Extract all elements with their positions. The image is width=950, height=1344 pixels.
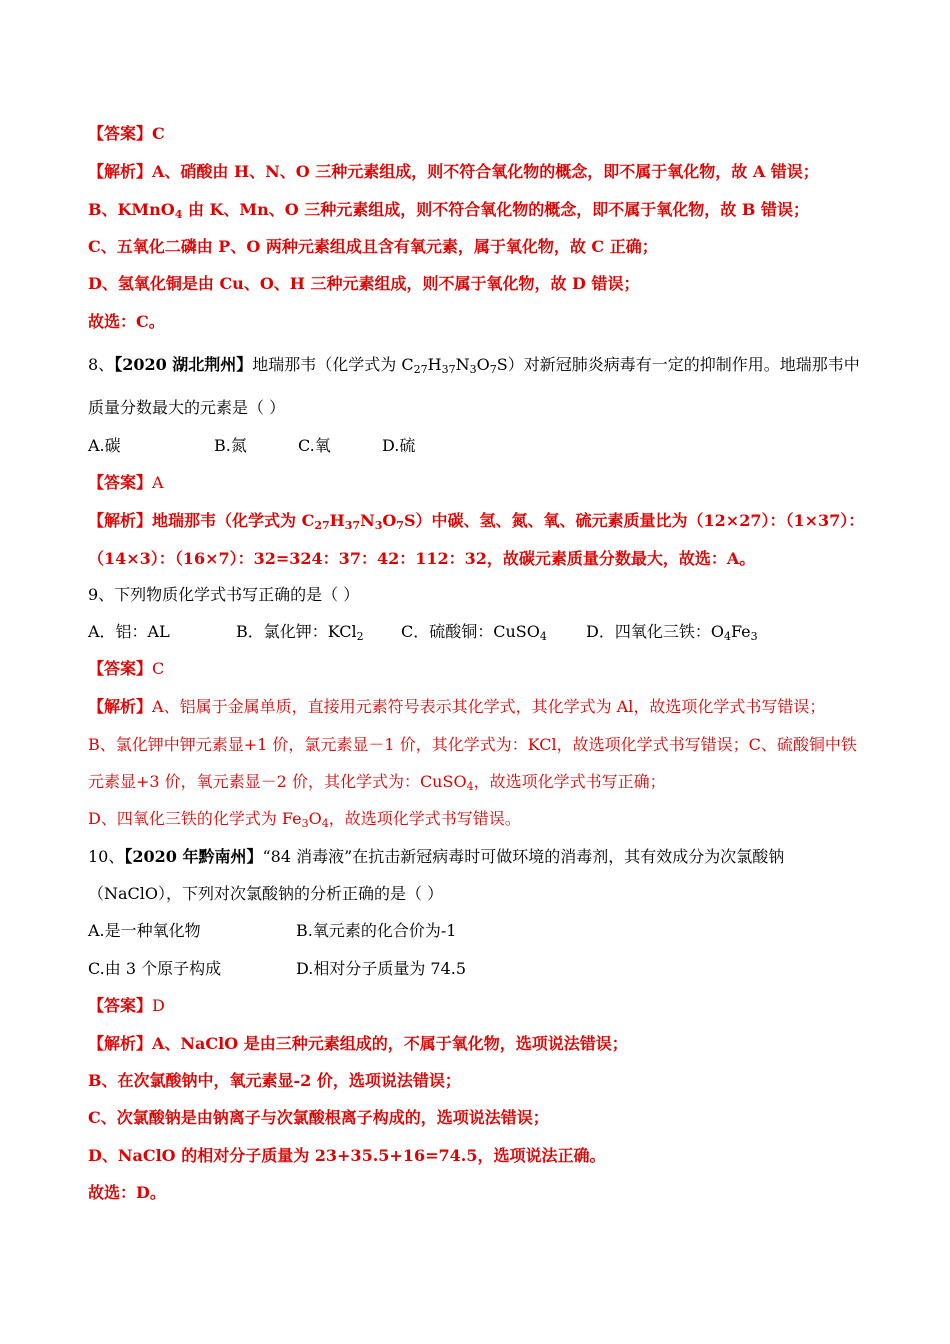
q10-analysis-d: D、NaClO 的相对分子质量为 23+35.5+16=74.5，选项说法正确。 — [88, 1146, 606, 1165]
q8-stem: 8、【2020 湖北荆州】地瑞那韦（化学式为 $C_{27}H_{37}N_3O_7S$）对新冠肺炎病毒有一定的抑制作用。地瑞那韦中 — [88, 355, 860, 376]
q8-stem-line2: 质量分数最大的元素是（ ） — [88, 398, 286, 417]
q8-analysis-line2: （14×3）：（16×7）：32=324：37：42：112：32，故碳元素质量分数最大，故选：A。 — [88, 549, 756, 568]
q9-option-b: B．氯化钾：KCl$_2$ — [236, 622, 364, 643]
q8-option-a: A.碳 — [88, 436, 121, 455]
q8-option-b: B.氮 — [214, 436, 247, 455]
q10-conclusion: 故选：D。 — [88, 1183, 166, 1202]
q9-option-c: C．硫酸铜：CuSO$_4$ — [401, 622, 547, 643]
q9-analysis-a: 【解析】A、铝属于金属单质，直接用元素符号表示其化学式，其化学式为 Al，故选项化学式书写错误； — [88, 697, 826, 716]
q10-stem-line2: （NaClO），下列对次氯酸钠的分析正确的是（ ） — [88, 884, 444, 903]
q7-analysis-a: 【解析】A、硝酸由 H、N、O 三种元素组成，则不符合氧化物的概念，即不属于氧化物，故 A 错误； — [88, 162, 819, 181]
q7-answer — [88, 124, 165, 144]
answer-value: C — [152, 124, 165, 143]
q9-option-a: A．铝：AL — [88, 622, 170, 641]
q9-option-d: D．四氧化三铁：$O_4Fe_3$ — [586, 622, 758, 643]
q9-analysis-b: B、氯化钾中钾元素显+1 价，氯元素显－1 价，其化学式为：KCl，故选项化学式书写错误；C、硫酸铜中铁 — [88, 735, 857, 754]
q10-analysis-c: C、次氯酸钠是由钠离子与次氯酸根离子构成的，选项说法错误； — [88, 1108, 549, 1127]
q7-analysis-c: C、五氧化二磷由 P、O 两种元素组成且含有氧元素，属于氧化物，故 C 正确； — [88, 237, 658, 256]
q9-analysis-c: 元素显+3 价，氧元素显－2 价，其化学式为：CuSO$_4$，故选项化学式书写正确； — [88, 772, 666, 793]
q9-analysis-d: D、四氧化三铁的化学式为 $Fe_3O_4$，故选项化学式书写错误。 — [88, 809, 521, 830]
q9-answer: 【答案】C — [88, 659, 165, 678]
q10-answer: 【答案】D — [88, 996, 165, 1015]
q10-option-c: C.由 3 个原子构成 — [88, 959, 222, 978]
q10-stem: 10、【2020 年黔南州】“84 消毒液”在抗击新冠病毒时可做环境的消毒剂，其有效成分为次氯酸钠 — [88, 847, 785, 866]
q10-options-row1 — [88, 921, 456, 941]
q8-option-c: C.氧 — [298, 436, 331, 455]
q10-option-a: A.是一种氧化物 — [88, 921, 201, 940]
q8-options — [88, 436, 415, 456]
q10-option-d: D.相对分子质量为 74.5 — [296, 959, 467, 978]
analysis-label: 【解析】 — [88, 162, 153, 181]
q10-options-row2 — [88, 959, 466, 979]
q10-option-b: B.氧元素的化合价为-1 — [296, 921, 457, 940]
q9-options — [88, 622, 758, 642]
q8-option-d: D.硫 — [382, 436, 416, 455]
q10-analysis-a: 【解析】A、NaClO 是由三种元素组成的，不属于氧化物，选项说法错误； — [88, 1034, 628, 1053]
q10-analysis-b: B、在次氯酸钠中，氧元素显-2 价，选项说法错误； — [88, 1071, 461, 1090]
q8-answer: 【答案】A — [88, 473, 164, 492]
q9-stem: 9、下列物质化学式书写正确的是（ ） — [88, 585, 360, 604]
q8-source: 【2020 湖北荆州】 — [114, 355, 253, 374]
q7-analysis-b: B、KMnO$_4$ 由 K、Mn、O 三种元素组成，则不符合氧化物的概念，即不属于氧化物，故 B 错误； — [88, 200, 809, 221]
answer-label: 【答案】 — [88, 124, 153, 143]
q7-conclusion: 故选：C。 — [88, 312, 165, 331]
q8-analysis: 【解析】地瑞那韦（化学式为 $C_{27}H_{37}N_3O_7S$）中碳、氢、氮、氧、硫元素质量比为（12×27）：（1×37）： — [88, 511, 865, 532]
q10-source: 【2020 年黔南州】 — [124, 847, 263, 866]
q7-analysis-d: D、氢氧化铜是由 Cu、O、H 三种元素组成，则不属于氧化物，故 D 错误； — [88, 274, 640, 293]
